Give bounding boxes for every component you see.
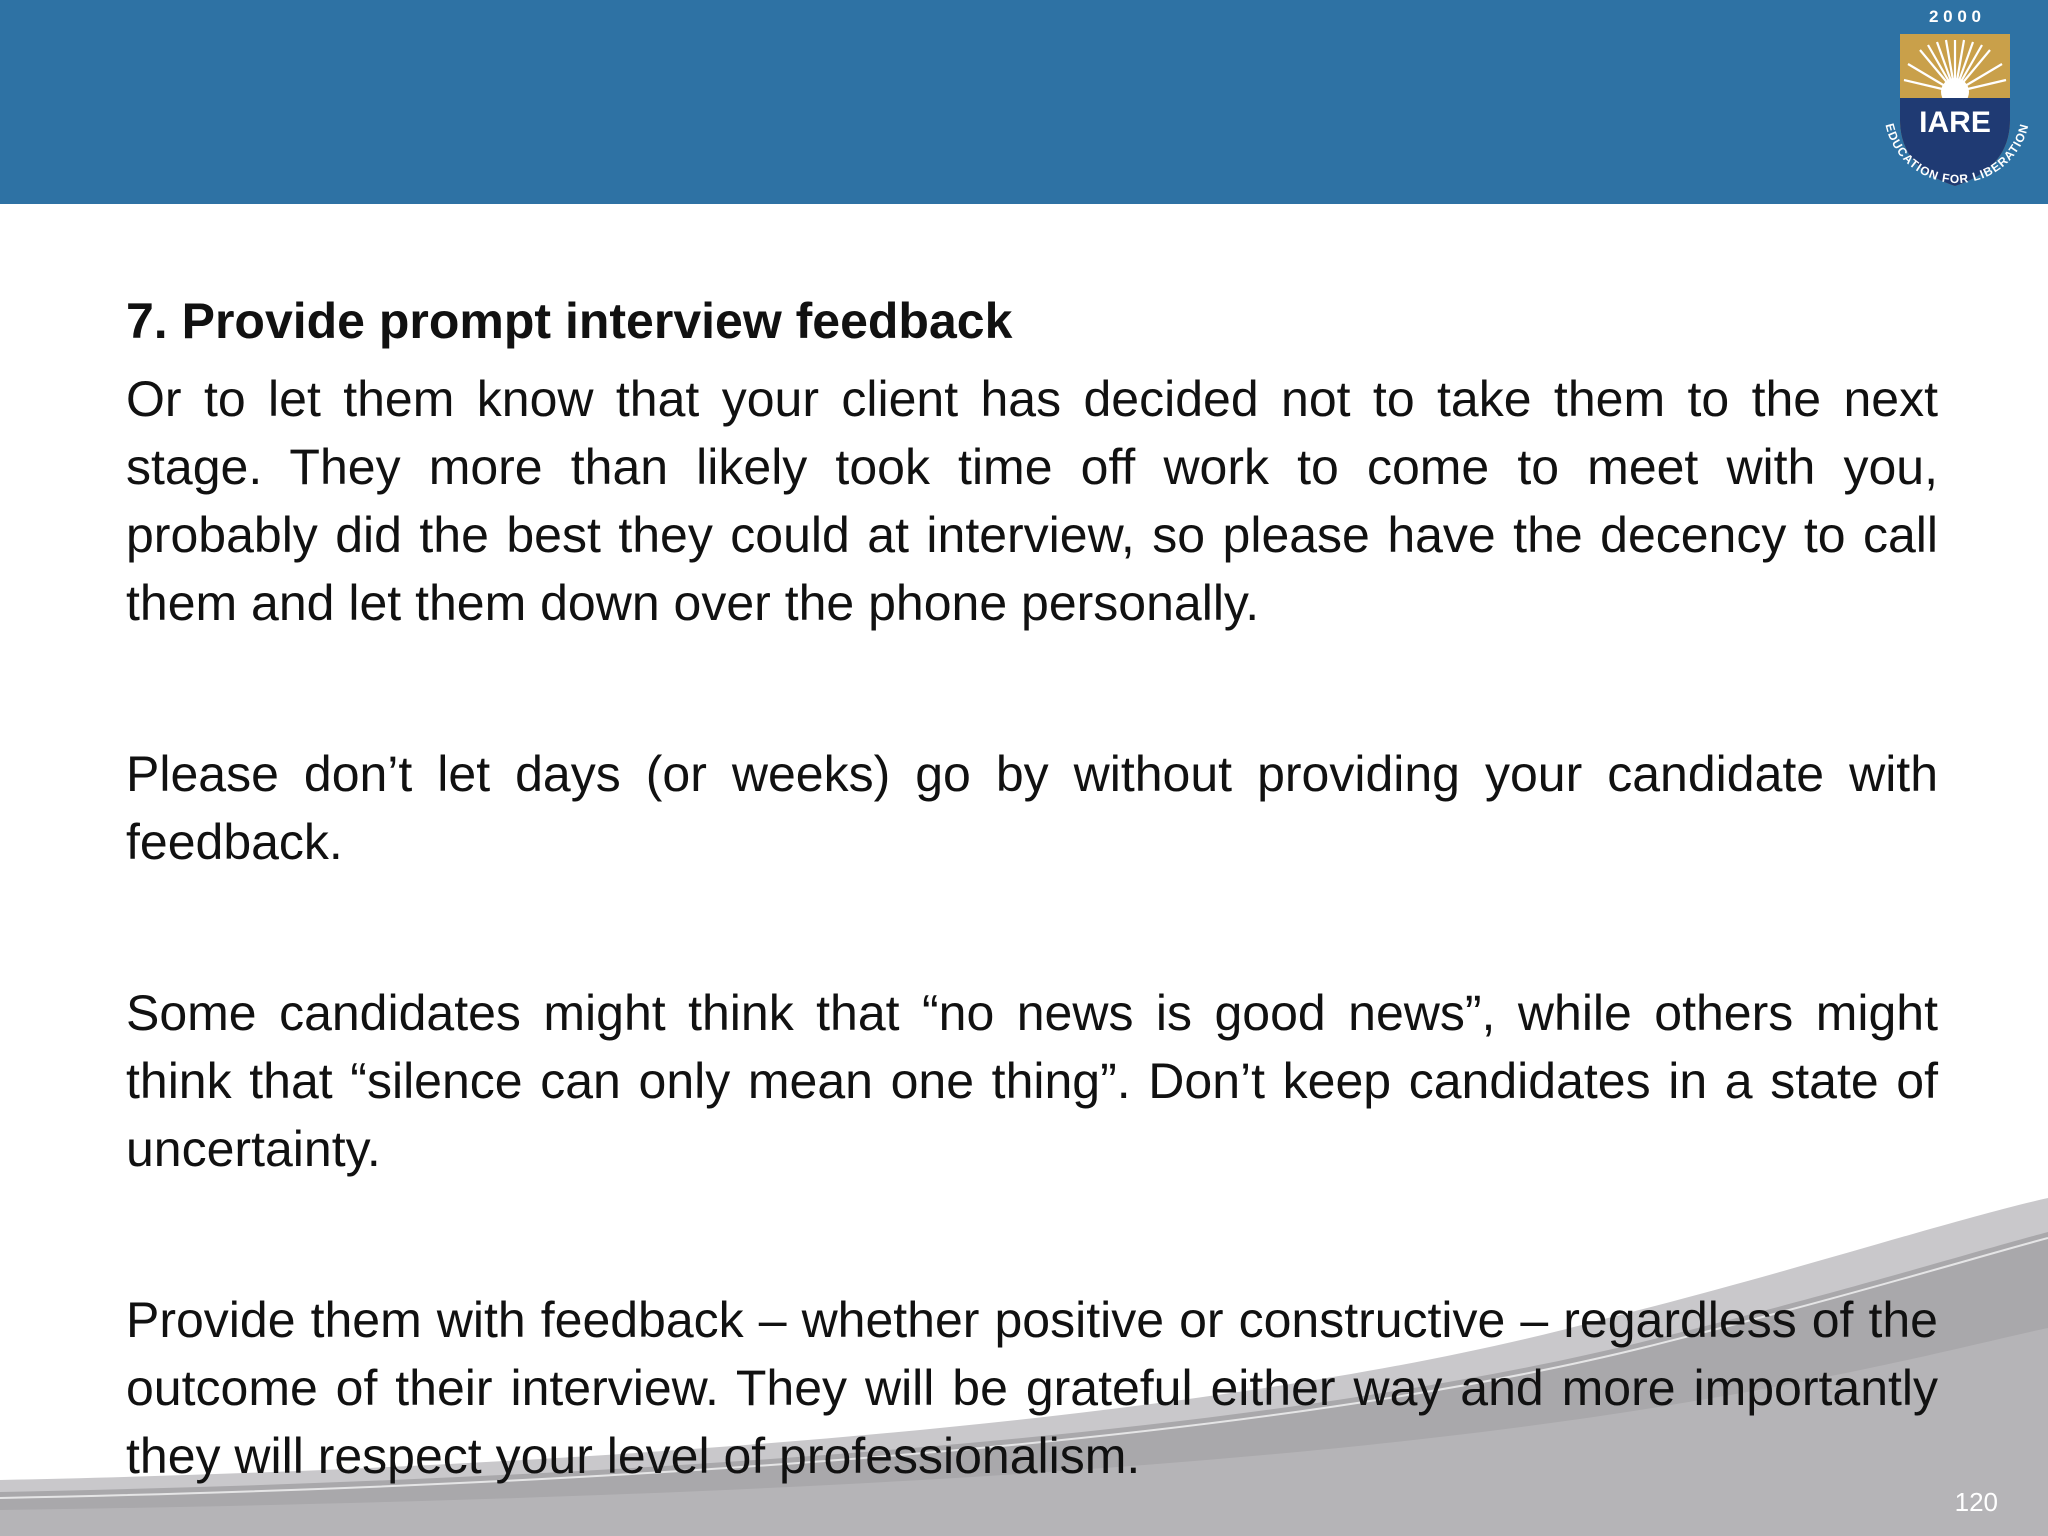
slide-content <box>126 285 1938 1490</box>
logo-name: IARE <box>1919 106 1991 139</box>
logo-motto: EDUCATION FOR LIBERATION <box>1882 121 2032 187</box>
paragraph-2: Please don’t let days (or weeks) go by without providing your candidate with feedback. <box>126 746 1938 870</box>
iare-logo <box>1862 0 2048 204</box>
paragraph-3: Some candidates might think that “no news is good news”, while others might think that “silence can only mean one thing”. Don’t keep candidates in a state of uncertainty. <box>126 985 1938 1177</box>
paragraph-1: Or to let them know that your client has decided not to take them to the next stage. They more than likely took time off work to come to meet with you, probably did the best they could at interview, so please have the decency to call them and let them down over the phone personally. <box>126 371 1938 631</box>
logo-year: 2 0 0 0 <box>1929 7 1981 26</box>
paragraph-4: Provide them with feedback – whether positive or constructive – regardless of the outcome of their interview. They will be grateful either way and more importantly they will respect your level of professionalism. <box>126 1292 1938 1484</box>
page-number: 120 <box>1954 1487 1998 1517</box>
section-heading: 7. Provide prompt interview feedback <box>126 293 1013 349</box>
header-band <box>0 0 2048 204</box>
